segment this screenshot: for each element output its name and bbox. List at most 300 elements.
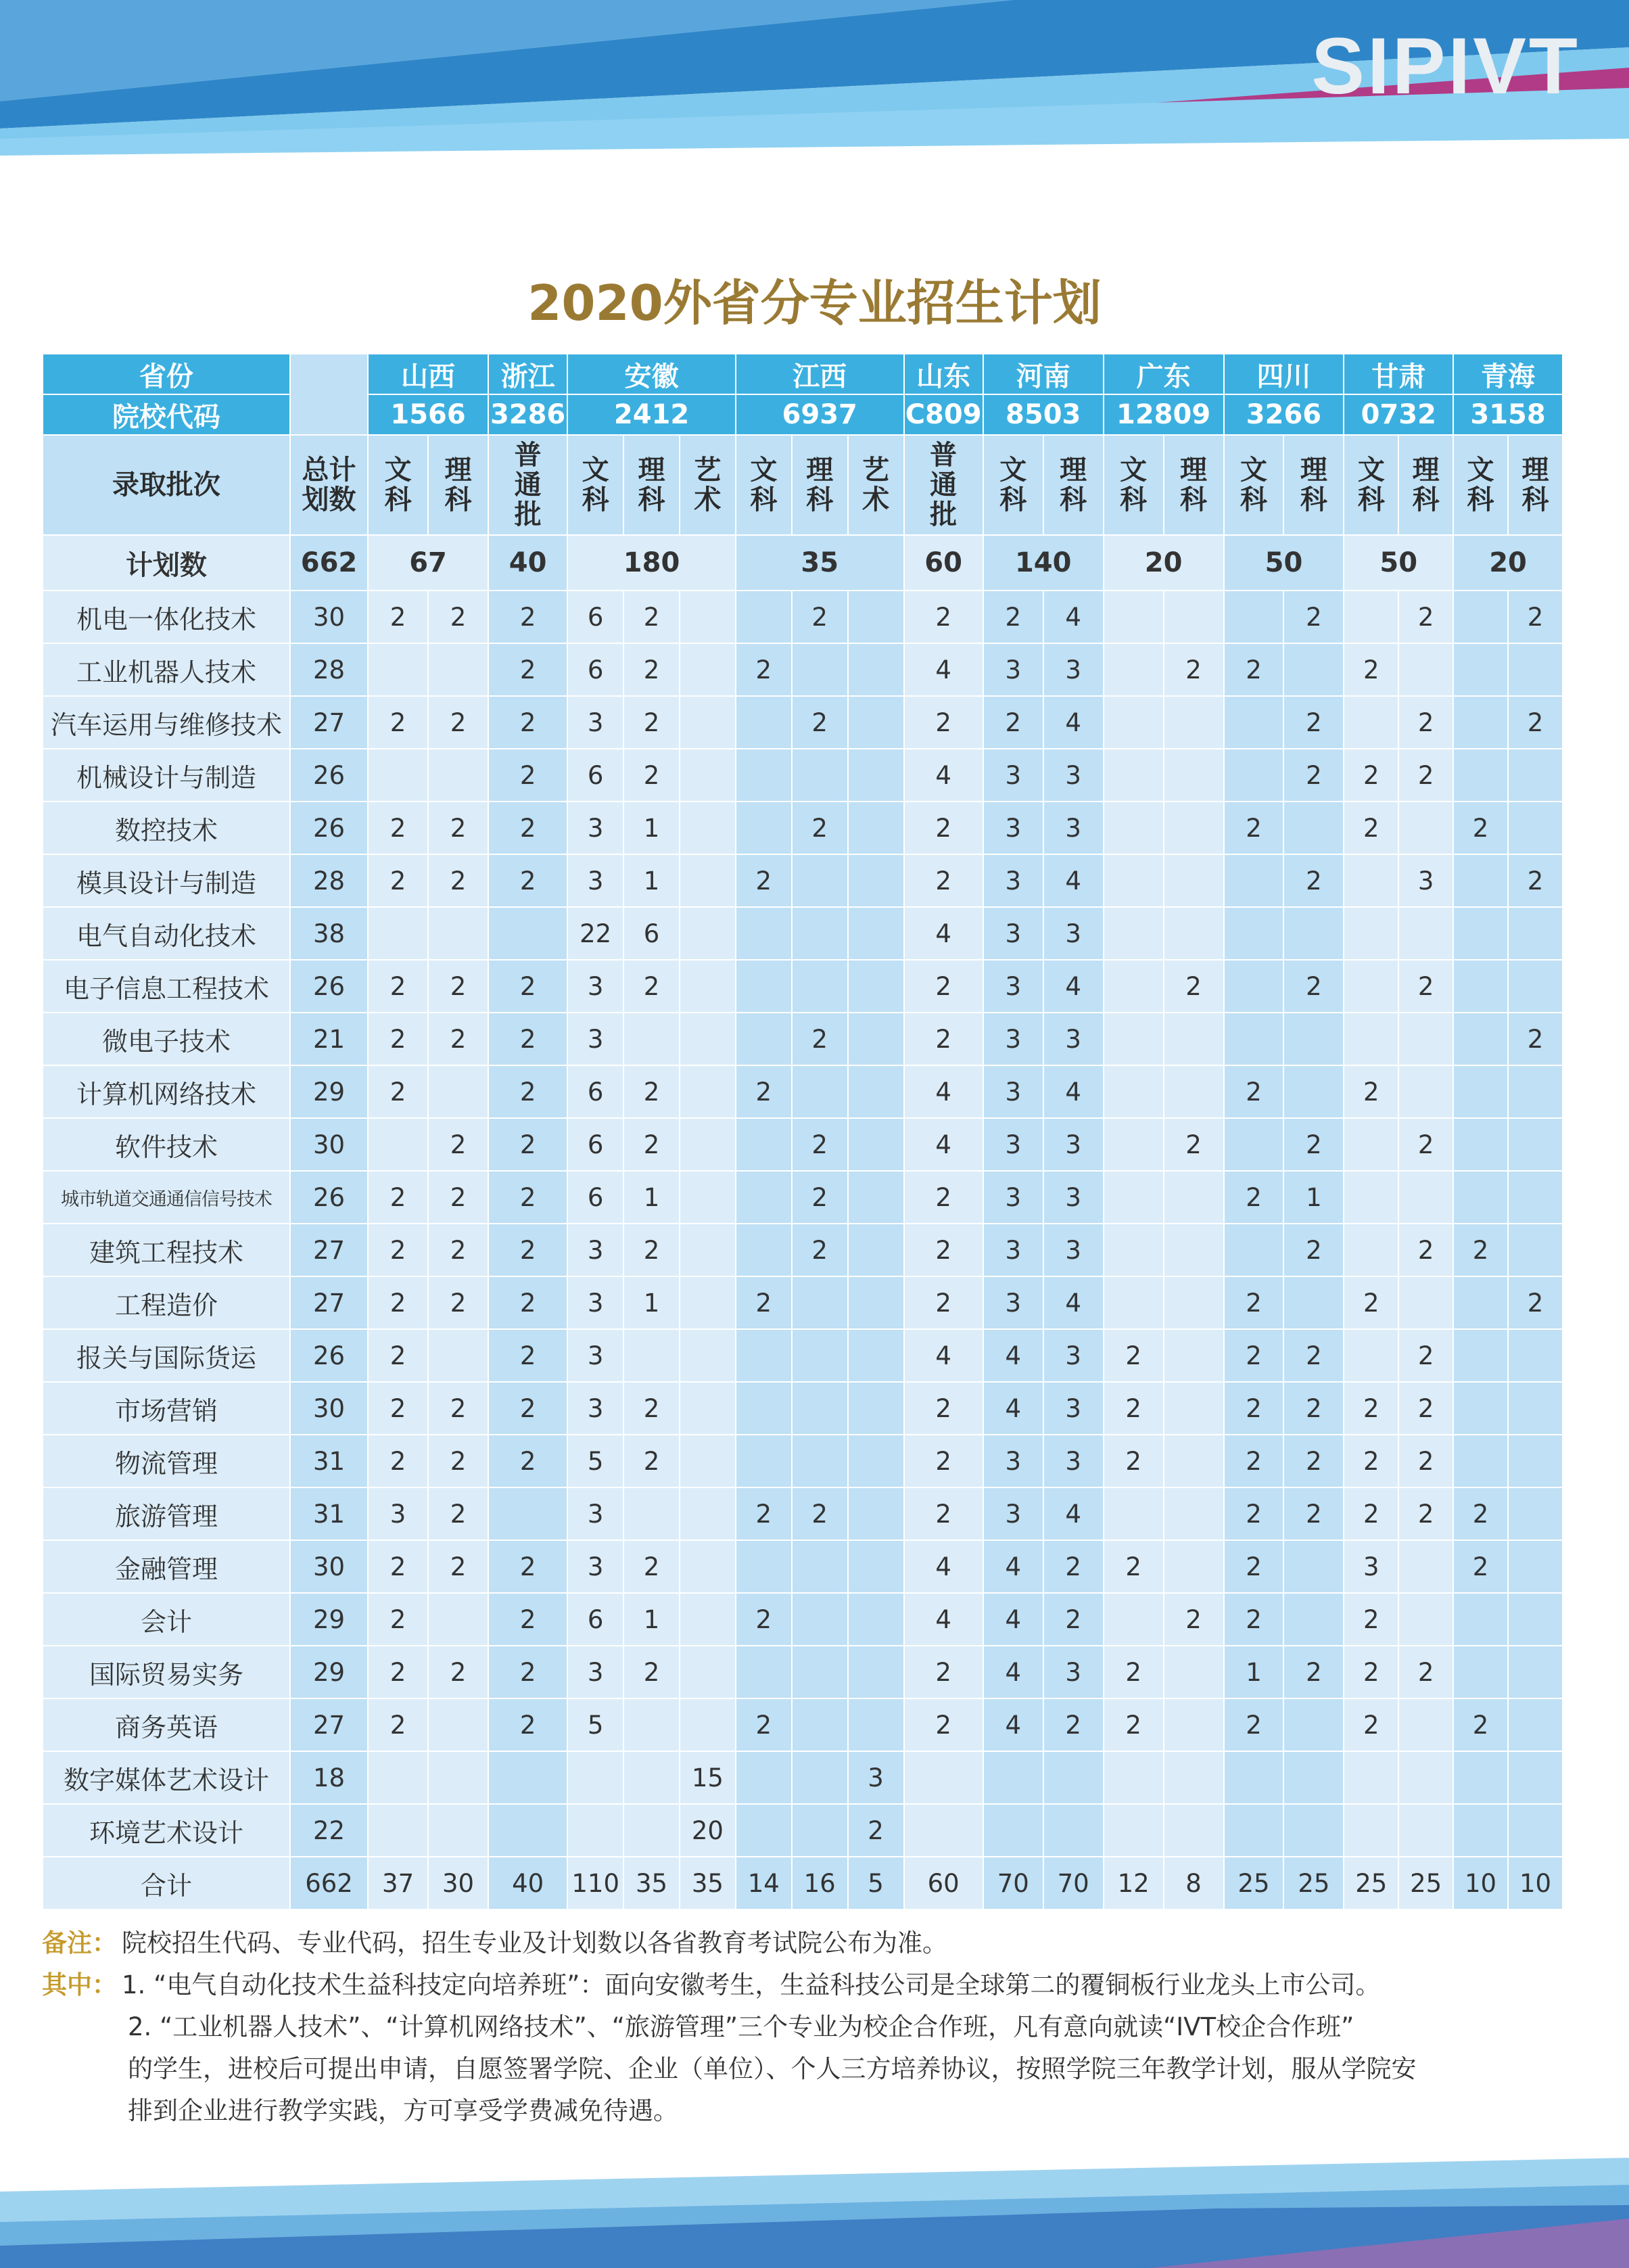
quota-cell bbox=[1104, 749, 1164, 802]
quota-cell bbox=[1344, 960, 1398, 1013]
quota-cell bbox=[1043, 1804, 1104, 1857]
quota-cell: 1 bbox=[1283, 1171, 1344, 1224]
major-name: 国际贸易实务 bbox=[43, 1646, 290, 1698]
major-name: 报关与国际货运 bbox=[43, 1329, 290, 1382]
quota-cell bbox=[736, 591, 792, 643]
table-row bbox=[43, 696, 1563, 749]
quota-cell bbox=[428, 1329, 488, 1382]
quota-cell bbox=[848, 749, 904, 802]
major-name: 汽车运用与维修技术 bbox=[43, 696, 290, 749]
quota-cell: 4 bbox=[1043, 854, 1104, 907]
quota-cell: 3 bbox=[983, 1013, 1043, 1065]
batch-header: 艺 术 bbox=[680, 435, 736, 535]
quota-cell bbox=[792, 643, 848, 696]
major-name: 工业机器人技术 bbox=[43, 643, 290, 696]
quota-cell bbox=[1398, 802, 1453, 854]
quota-cell bbox=[1104, 1065, 1164, 1118]
quota-cell bbox=[848, 1382, 904, 1435]
quota-cell bbox=[1224, 1224, 1284, 1276]
quota-cell bbox=[1224, 1751, 1284, 1804]
table-row bbox=[43, 643, 1563, 696]
quota-cell: 2 bbox=[1043, 1593, 1104, 1646]
quota-cell bbox=[1453, 907, 1508, 960]
quota-cell: 3 bbox=[567, 1224, 623, 1276]
table-row bbox=[43, 1646, 1563, 1698]
quota-cell bbox=[1164, 1276, 1224, 1329]
table-body bbox=[43, 354, 1563, 1910]
table-row bbox=[43, 960, 1563, 1013]
quota-cell: 60 bbox=[904, 1857, 983, 1910]
quota-cell: 2 bbox=[792, 696, 848, 749]
quota-cell: 2 bbox=[488, 1224, 567, 1276]
quota-cell bbox=[680, 1013, 736, 1065]
major-total: 30 bbox=[290, 1540, 368, 1593]
quota-cell: 2 bbox=[623, 643, 680, 696]
quota-cell: 3 bbox=[567, 1382, 623, 1435]
batch-header: 普 通 批 bbox=[904, 435, 983, 535]
quota-cell bbox=[1508, 749, 1563, 802]
quota-cell bbox=[848, 1487, 904, 1540]
quota-cell: 2 bbox=[1283, 1487, 1344, 1540]
quota-cell: 2 bbox=[904, 960, 983, 1013]
quota-cell bbox=[1164, 1646, 1224, 1698]
quota-cell: 2 bbox=[1283, 960, 1344, 1013]
quota-cell bbox=[368, 1804, 428, 1857]
table-row bbox=[43, 1540, 1563, 1593]
major-total: 31 bbox=[290, 1487, 368, 1540]
quota-cell: 3 bbox=[567, 1329, 623, 1382]
total-plan-header: 总计 划数 bbox=[290, 435, 368, 535]
quota-cell: 2 bbox=[1398, 1435, 1453, 1487]
quota-cell: 2 bbox=[792, 1487, 848, 1540]
quota-cell bbox=[680, 1540, 736, 1593]
quota-cell bbox=[1164, 1804, 1224, 1857]
quota-cell: 3 bbox=[983, 643, 1043, 696]
quota-cell: 2 bbox=[428, 1382, 488, 1435]
quota-cell: 3 bbox=[1043, 1118, 1104, 1171]
quota-cell bbox=[736, 802, 792, 854]
quota-cell: 2 bbox=[904, 591, 983, 643]
batch-header: 理 科 bbox=[1398, 435, 1453, 535]
quota-cell bbox=[1453, 643, 1508, 696]
quota-cell bbox=[1453, 1435, 1508, 1487]
plan-count: 20 bbox=[1104, 535, 1224, 591]
major-total: 18 bbox=[290, 1751, 368, 1804]
quota-cell: 3 bbox=[983, 1487, 1043, 1540]
quota-cell bbox=[792, 1593, 848, 1646]
quota-cell: 2 bbox=[488, 1382, 567, 1435]
quota-cell: 2 bbox=[428, 1224, 488, 1276]
quota-cell bbox=[1453, 1171, 1508, 1224]
quota-cell: 2 bbox=[1508, 696, 1563, 749]
quota-cell: 2 bbox=[368, 1276, 428, 1329]
quota-cell bbox=[1283, 1013, 1344, 1065]
quota-cell bbox=[736, 1171, 792, 1224]
quota-cell: 2 bbox=[1344, 643, 1398, 696]
major-name: 电气自动化技术 bbox=[43, 907, 290, 960]
quota-cell bbox=[848, 1540, 904, 1593]
quota-cell: 4 bbox=[904, 1118, 983, 1171]
quota-cell bbox=[1508, 1171, 1563, 1224]
quota-cell bbox=[792, 1751, 848, 1804]
quota-cell bbox=[1283, 1804, 1344, 1857]
quota-cell bbox=[488, 1804, 567, 1857]
quota-cell bbox=[1398, 643, 1453, 696]
quota-cell: 2 bbox=[368, 802, 428, 854]
quota-cell: 2 bbox=[428, 1646, 488, 1698]
quota-cell: 3 bbox=[983, 1224, 1043, 1276]
quota-cell: 2 bbox=[368, 1698, 428, 1751]
quota-cell: 1 bbox=[623, 1593, 680, 1646]
quota-cell: 2 bbox=[1043, 1698, 1104, 1751]
plan-count: 60 bbox=[904, 535, 983, 591]
quota-cell bbox=[1283, 1540, 1344, 1593]
quota-cell: 2 bbox=[368, 1329, 428, 1382]
quota-cell: 2 bbox=[904, 1276, 983, 1329]
quota-cell bbox=[1344, 1329, 1398, 1382]
quota-cell: 4 bbox=[904, 749, 983, 802]
quota-cell: 2 bbox=[848, 1804, 904, 1857]
quota-cell bbox=[1104, 591, 1164, 643]
school-code: 3266 bbox=[1224, 394, 1344, 435]
quota-cell: 2 bbox=[488, 854, 567, 907]
quota-cell bbox=[792, 1276, 848, 1329]
quota-cell bbox=[1164, 1751, 1224, 1804]
quota-cell bbox=[428, 749, 488, 802]
quota-cell bbox=[736, 1118, 792, 1171]
major-name: 金融管理 bbox=[43, 1540, 290, 1593]
quota-cell: 2 bbox=[904, 854, 983, 907]
quota-cell bbox=[680, 1329, 736, 1382]
quota-cell bbox=[1283, 1751, 1344, 1804]
quota-cell bbox=[488, 1487, 567, 1540]
quota-cell: 3 bbox=[1398, 854, 1453, 907]
table-row bbox=[43, 1013, 1563, 1065]
quota-cell bbox=[1104, 1593, 1164, 1646]
quota-cell: 2 bbox=[1508, 591, 1563, 643]
quota-cell bbox=[623, 1013, 680, 1065]
quota-cell: 2 bbox=[488, 802, 567, 854]
quota-cell bbox=[680, 749, 736, 802]
quota-cell: 40 bbox=[488, 1857, 567, 1910]
quota-cell bbox=[1398, 1751, 1453, 1804]
quota-cell: 2 bbox=[1224, 1329, 1284, 1382]
quota-cell bbox=[567, 1804, 623, 1857]
major-total: 30 bbox=[290, 1382, 368, 1435]
quota-cell bbox=[1508, 1382, 1563, 1435]
quota-cell: 2 bbox=[1453, 802, 1508, 854]
quota-cell bbox=[1164, 854, 1224, 907]
quota-cell bbox=[792, 1382, 848, 1435]
quota-cell: 6 bbox=[623, 907, 680, 960]
quota-cell: 2 bbox=[1104, 1646, 1164, 1698]
quota-cell bbox=[792, 960, 848, 1013]
quota-cell: 2 bbox=[428, 1171, 488, 1224]
quota-cell: 4 bbox=[1043, 1065, 1104, 1118]
quota-cell bbox=[488, 1751, 567, 1804]
quota-cell: 3 bbox=[368, 1487, 428, 1540]
quota-cell: 3 bbox=[1043, 1013, 1104, 1065]
quota-cell bbox=[1104, 643, 1164, 696]
quota-cell: 2 bbox=[1398, 1646, 1453, 1698]
quota-cell: 3 bbox=[567, 960, 623, 1013]
quota-cell bbox=[1283, 1593, 1344, 1646]
quota-cell: 2 bbox=[1283, 854, 1344, 907]
table-row bbox=[43, 1382, 1563, 1435]
quota-cell bbox=[428, 1698, 488, 1751]
quota-cell: 2 bbox=[1508, 854, 1563, 907]
major-name: 数字媒体艺术设计 bbox=[43, 1751, 290, 1804]
quota-cell: 2 bbox=[1453, 1540, 1508, 1593]
province-row bbox=[43, 354, 1563, 394]
quota-cell: 2 bbox=[1043, 1540, 1104, 1593]
quota-cell: 2 bbox=[368, 1593, 428, 1646]
batch-header: 文 科 bbox=[736, 435, 792, 535]
quota-cell: 2 bbox=[1398, 696, 1453, 749]
quota-cell: 37 bbox=[368, 1857, 428, 1910]
quota-cell bbox=[1164, 1382, 1224, 1435]
quota-cell bbox=[680, 1593, 736, 1646]
province-header: 山西 bbox=[368, 354, 488, 394]
quota-cell bbox=[1453, 1593, 1508, 1646]
province-header: 甘肃 bbox=[1344, 354, 1453, 394]
quota-cell bbox=[1344, 696, 1398, 749]
page-title: 2020外省分专业招生计划 bbox=[527, 275, 1102, 331]
quota-cell bbox=[1453, 1804, 1508, 1857]
school-code: 12809 bbox=[1104, 394, 1224, 435]
quota-cell: 3 bbox=[1043, 1329, 1104, 1382]
table-row bbox=[43, 1276, 1563, 1329]
table-row bbox=[43, 1171, 1563, 1224]
table-row bbox=[43, 907, 1563, 960]
note-item-2-line-2: 的学生，进校后可提出申请，自愿签署学院、企业（单位）、个人三方培养协议，按照学院三年教学计划，服从学院安 bbox=[128, 2054, 1417, 2083]
quota-cell: 2 bbox=[488, 1698, 567, 1751]
quota-cell: 2 bbox=[1164, 960, 1224, 1013]
quota-cell: 4 bbox=[1043, 960, 1104, 1013]
quota-cell: 3 bbox=[983, 960, 1043, 1013]
quota-cell bbox=[1508, 1646, 1563, 1698]
quota-cell: 2 bbox=[1398, 1487, 1453, 1540]
quota-cell: 3 bbox=[983, 907, 1043, 960]
quota-cell: 2 bbox=[488, 591, 567, 643]
quota-cell: 2 bbox=[1344, 1276, 1398, 1329]
quota-cell bbox=[1164, 1171, 1224, 1224]
quota-cell bbox=[1164, 802, 1224, 854]
quota-cell bbox=[623, 1698, 680, 1751]
batch-header: 理 科 bbox=[1283, 435, 1344, 535]
quota-cell bbox=[680, 1065, 736, 1118]
quota-cell bbox=[1224, 907, 1284, 960]
major-total: 30 bbox=[290, 1118, 368, 1171]
quota-cell bbox=[1453, 749, 1508, 802]
major-total: 26 bbox=[290, 802, 368, 854]
quota-cell: 2 bbox=[904, 1646, 983, 1698]
major-total: 29 bbox=[290, 1593, 368, 1646]
plan-count: 35 bbox=[736, 535, 904, 591]
quota-cell: 2 bbox=[428, 696, 488, 749]
quota-cell bbox=[848, 907, 904, 960]
batch-row bbox=[43, 435, 1563, 535]
major-name: 旅游管理 bbox=[43, 1487, 290, 1540]
quota-cell bbox=[1344, 1804, 1398, 1857]
quota-cell bbox=[680, 960, 736, 1013]
quota-cell bbox=[792, 1065, 848, 1118]
quota-cell bbox=[368, 1118, 428, 1171]
quota-cell: 2 bbox=[428, 1435, 488, 1487]
quota-cell bbox=[1453, 1013, 1508, 1065]
quota-cell: 3 bbox=[983, 802, 1043, 854]
quota-cell bbox=[1508, 1698, 1563, 1751]
among-line bbox=[42, 1964, 1563, 2006]
quota-cell: 4 bbox=[983, 1646, 1043, 1698]
quota-cell: 2 bbox=[368, 960, 428, 1013]
quota-cell: 2 bbox=[736, 1276, 792, 1329]
quota-cell bbox=[848, 696, 904, 749]
quota-cell: 3 bbox=[983, 1276, 1043, 1329]
quota-cell bbox=[1453, 1329, 1508, 1382]
quota-cell: 2 bbox=[623, 1646, 680, 1698]
quota-cell: 3 bbox=[983, 1065, 1043, 1118]
province-header: 广东 bbox=[1104, 354, 1224, 394]
quota-cell bbox=[1398, 1593, 1453, 1646]
quota-cell bbox=[680, 1435, 736, 1487]
quota-cell: 2 bbox=[488, 1118, 567, 1171]
major-total: 28 bbox=[290, 643, 368, 696]
quota-cell bbox=[792, 1540, 848, 1593]
quota-cell: 2 bbox=[1398, 1329, 1453, 1382]
quota-cell bbox=[680, 591, 736, 643]
quota-cell bbox=[1398, 1540, 1453, 1593]
quota-cell bbox=[1164, 749, 1224, 802]
quota-cell: 35 bbox=[623, 1857, 680, 1910]
quota-cell: 2 bbox=[1398, 1224, 1453, 1276]
quota-cell bbox=[428, 1804, 488, 1857]
quota-cell: 2 bbox=[792, 1013, 848, 1065]
quota-cell bbox=[848, 802, 904, 854]
quota-cell: 14 bbox=[736, 1857, 792, 1910]
quota-cell: 2 bbox=[1164, 643, 1224, 696]
quota-cell: 4 bbox=[904, 1593, 983, 1646]
province-header: 江西 bbox=[736, 354, 904, 394]
quota-cell: 25 bbox=[1344, 1857, 1398, 1910]
major-total: 662 bbox=[290, 1857, 368, 1910]
batch-header: 文 科 bbox=[1104, 435, 1164, 535]
quota-cell: 3 bbox=[1043, 1435, 1104, 1487]
quota-cell: 2 bbox=[1453, 1224, 1508, 1276]
quota-cell bbox=[1164, 1013, 1224, 1065]
quota-cell bbox=[736, 1382, 792, 1435]
quota-cell bbox=[1344, 1751, 1398, 1804]
quota-cell: 2 bbox=[1453, 1487, 1508, 1540]
quota-cell: 6 bbox=[567, 591, 623, 643]
quota-cell: 5 bbox=[567, 1435, 623, 1487]
quota-cell: 1 bbox=[623, 854, 680, 907]
quota-cell: 2 bbox=[488, 1540, 567, 1593]
major-name: 环境艺术设计 bbox=[43, 1804, 290, 1857]
major-total: 29 bbox=[290, 1065, 368, 1118]
quota-cell: 2 bbox=[488, 1276, 567, 1329]
quota-cell bbox=[1224, 960, 1284, 1013]
quota-cell: 2 bbox=[428, 960, 488, 1013]
quota-cell: 30 bbox=[428, 1857, 488, 1910]
quota-cell bbox=[680, 1382, 736, 1435]
quota-cell: 3 bbox=[567, 802, 623, 854]
quota-cell bbox=[1104, 1751, 1164, 1804]
quota-cell: 2 bbox=[1344, 1646, 1398, 1698]
school-code: 3158 bbox=[1453, 394, 1563, 435]
quota-cell: 2 bbox=[1224, 802, 1284, 854]
quota-cell bbox=[428, 1593, 488, 1646]
quota-cell bbox=[1344, 1118, 1398, 1171]
quota-cell bbox=[1453, 960, 1508, 1013]
quota-cell: 3 bbox=[567, 1540, 623, 1593]
quota-cell: 2 bbox=[623, 1382, 680, 1435]
quota-cell bbox=[1508, 1540, 1563, 1593]
quota-cell: 4 bbox=[904, 643, 983, 696]
quota-cell: 2 bbox=[736, 1487, 792, 1540]
quota-cell bbox=[1283, 1276, 1344, 1329]
quota-cell: 3 bbox=[848, 1751, 904, 1804]
plan-count-label: 计划数 bbox=[43, 535, 290, 591]
quota-cell bbox=[1453, 1065, 1508, 1118]
quota-cell bbox=[736, 749, 792, 802]
major-total: 30 bbox=[290, 591, 368, 643]
quota-cell: 2 bbox=[368, 1382, 428, 1435]
quota-cell bbox=[1508, 1118, 1563, 1171]
quota-cell: 3 bbox=[983, 1118, 1043, 1171]
quota-cell: 2 bbox=[904, 1698, 983, 1751]
quota-cell: 3 bbox=[567, 1013, 623, 1065]
quota-cell: 2 bbox=[736, 854, 792, 907]
quota-cell bbox=[1104, 854, 1164, 907]
quota-cell: 3 bbox=[983, 749, 1043, 802]
province-header: 青海 bbox=[1453, 354, 1563, 394]
quota-cell: 2 bbox=[428, 1540, 488, 1593]
quota-cell: 2 bbox=[1224, 1487, 1284, 1540]
quota-cell: 2 bbox=[904, 1382, 983, 1435]
quota-cell: 10 bbox=[1453, 1857, 1508, 1910]
quota-cell bbox=[368, 907, 428, 960]
batch-header: 文 科 bbox=[1453, 435, 1508, 535]
batch-header: 理 科 bbox=[792, 435, 848, 535]
quota-cell: 3 bbox=[1344, 1540, 1398, 1593]
quota-cell bbox=[1508, 1593, 1563, 1646]
quota-cell bbox=[1164, 907, 1224, 960]
quota-cell bbox=[623, 1487, 680, 1540]
quota-cell: 3 bbox=[1043, 1224, 1104, 1276]
table-row bbox=[43, 591, 1563, 643]
quota-cell: 2 bbox=[368, 591, 428, 643]
quota-cell: 16 bbox=[792, 1857, 848, 1910]
quota-cell bbox=[1104, 1118, 1164, 1171]
quota-cell bbox=[848, 643, 904, 696]
school-code-label: 院校代码 bbox=[43, 394, 290, 435]
quota-cell bbox=[1283, 1698, 1344, 1751]
quota-cell: 2 bbox=[736, 643, 792, 696]
quota-cell: 2 bbox=[1283, 1224, 1344, 1276]
quota-cell: 5 bbox=[848, 1857, 904, 1910]
province-label: 省份 bbox=[43, 354, 290, 394]
table-row bbox=[43, 1698, 1563, 1751]
quota-cell: 4 bbox=[983, 1698, 1043, 1751]
quota-cell: 4 bbox=[1043, 1276, 1104, 1329]
quota-cell bbox=[1104, 1487, 1164, 1540]
quota-cell: 2 bbox=[904, 1435, 983, 1487]
quota-cell: 2 bbox=[428, 1276, 488, 1329]
major-name: 商务英语 bbox=[43, 1698, 290, 1751]
school-code: 8503 bbox=[983, 394, 1104, 435]
quota-cell bbox=[1164, 1698, 1224, 1751]
